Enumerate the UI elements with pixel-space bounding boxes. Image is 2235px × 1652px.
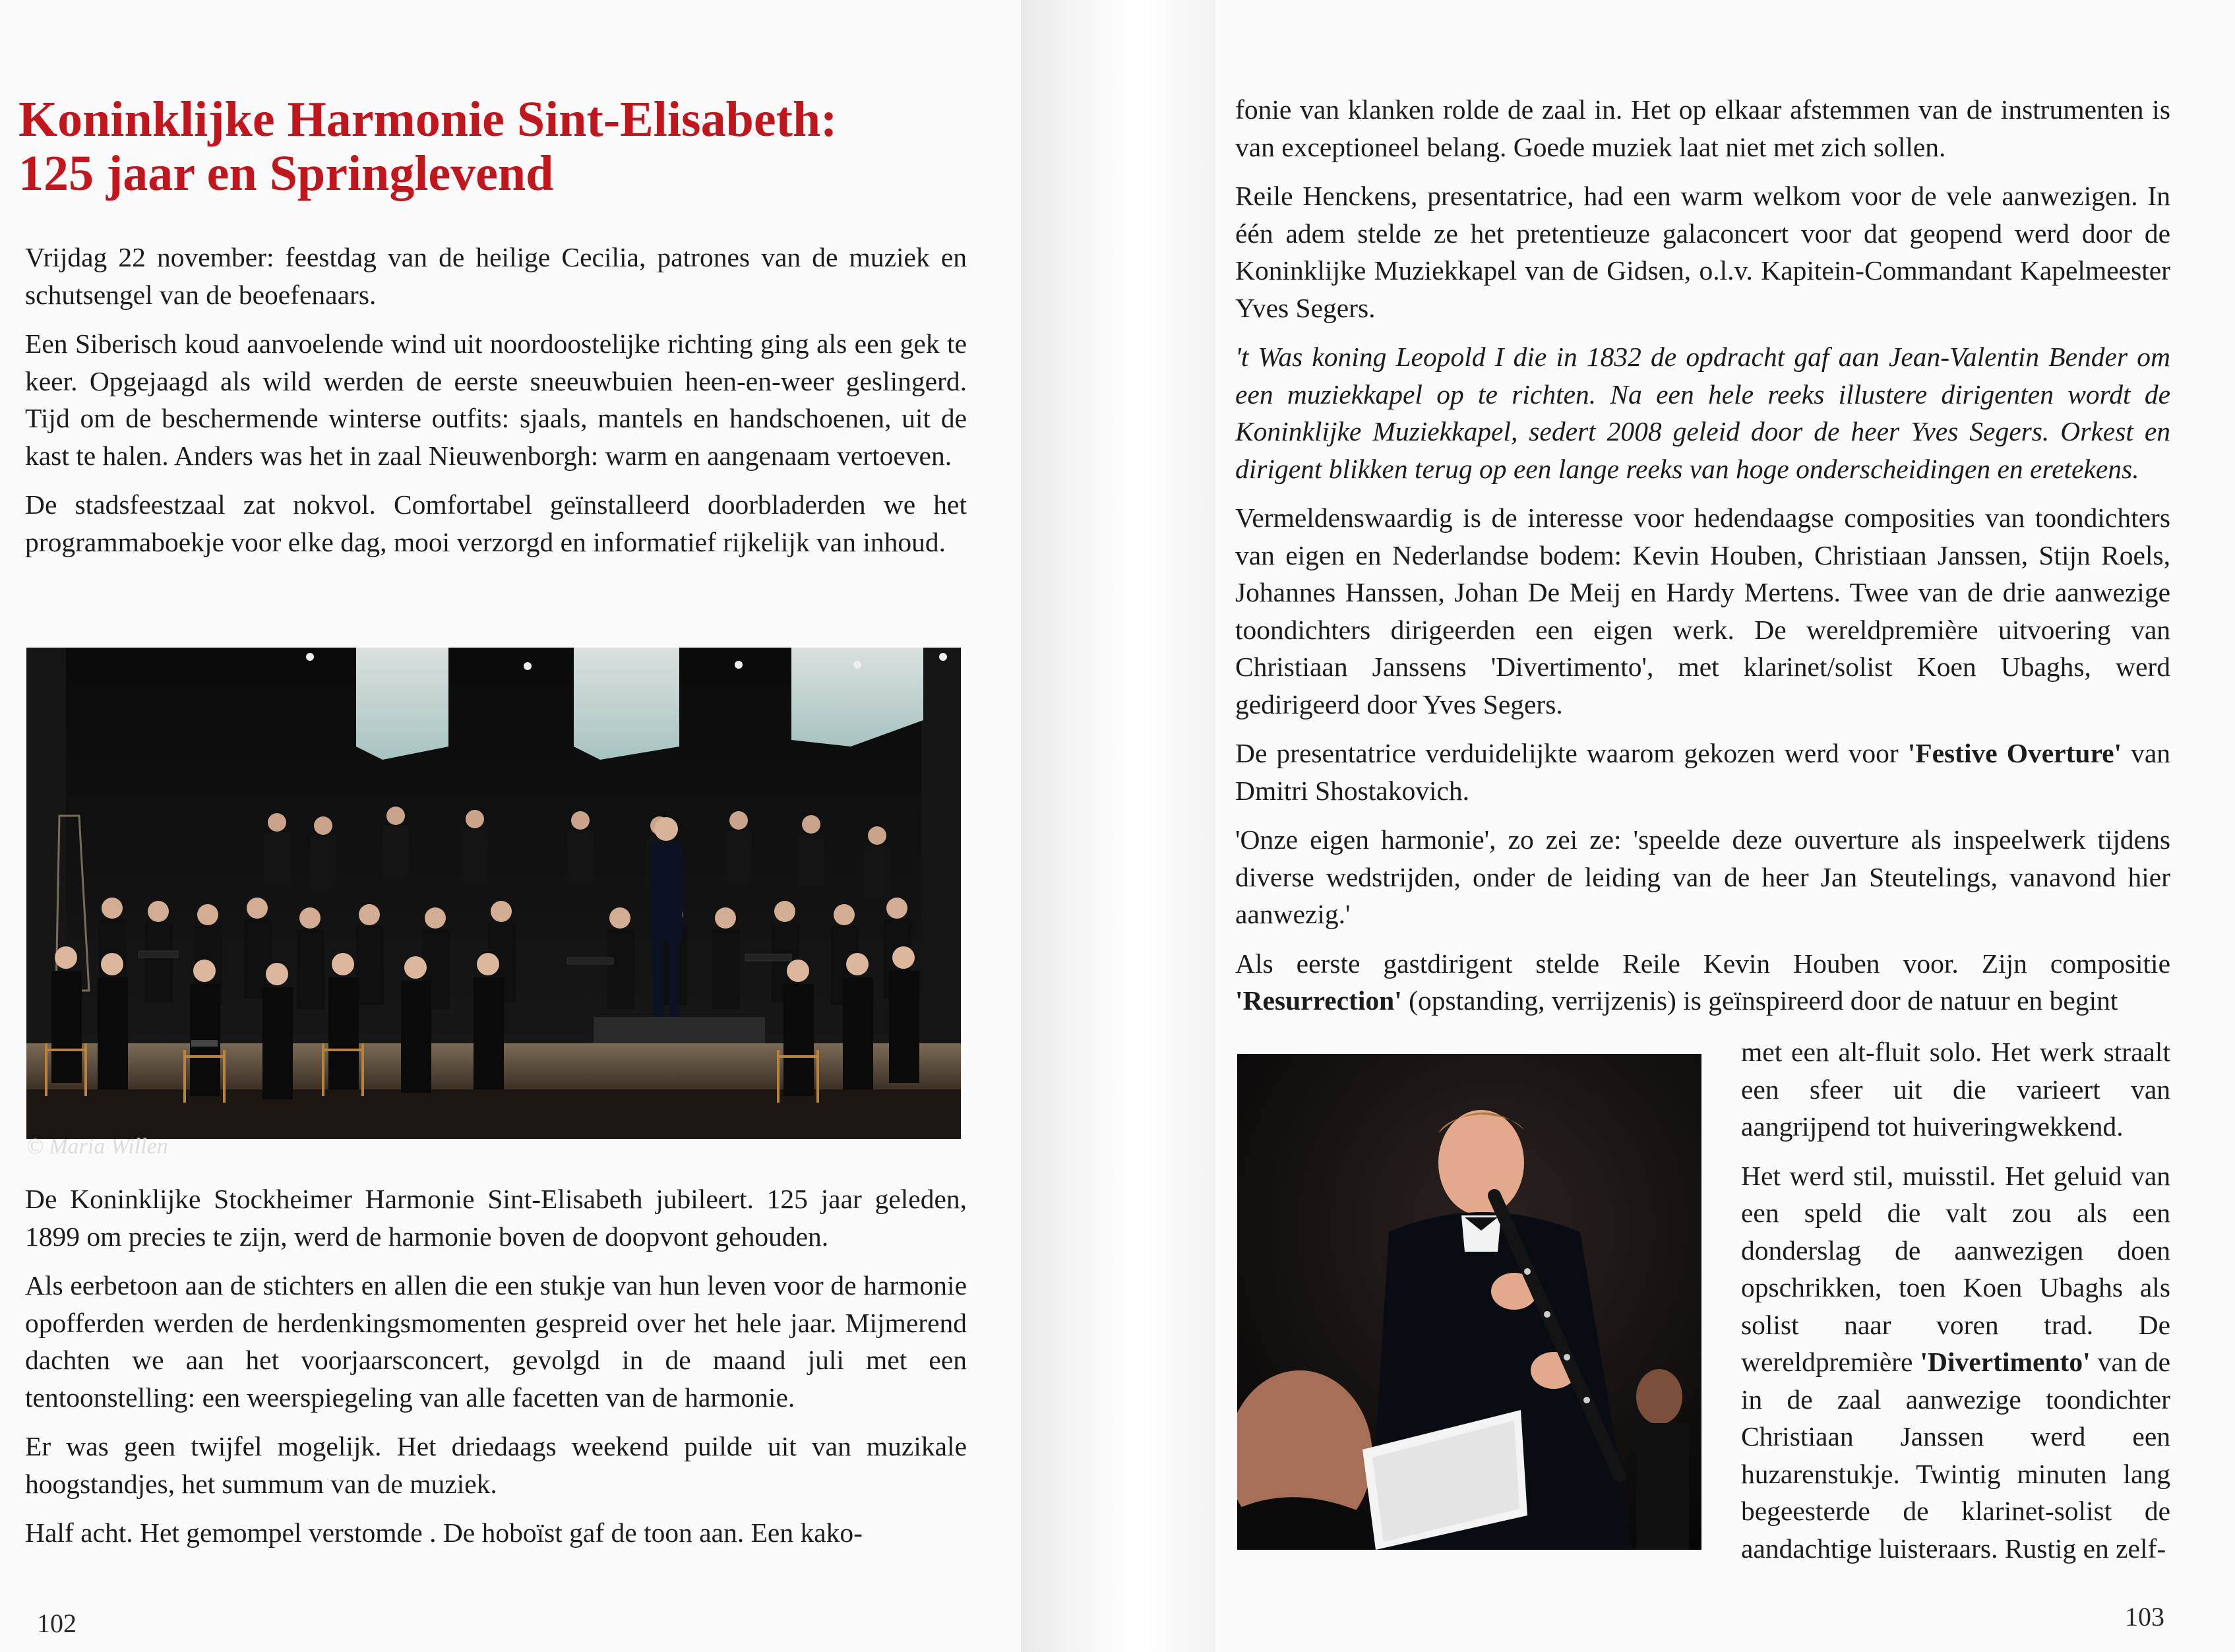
festive-text-pre: De presentatrice verduidelijkte waarom gekozen werd voor: [1235, 738, 1908, 768]
right-narrow-column: [1741, 1033, 2170, 1567]
left-intro-text: [25, 239, 967, 561]
orchestra-photo-illustration: [26, 648, 961, 1139]
book-gutter: [1021, 0, 1215, 1652]
paragraph-onze-harmonie: 'Onze eigen harmonie', zo zei ze: 'speelde deze ouverture als inspeelwerk tijdens diverse wedstrijden, onder de leiding van de heer Jan Steutelings, vanavond hier aanwezig.': [1235, 824, 2170, 929]
resurrection-text-post: (opstanding, verrijzenis) is geïnspireerd door de natuur en begint: [1401, 985, 2118, 1016]
paragraph-muisstil: [1741, 1157, 2170, 1568]
paragraph-intro-1: Vrijdag 22 november: feestdag van de heilige Cecilia, patrones van de muziek en schutsengel van de beoefenaars.: [25, 242, 967, 310]
title-line-2: 125 jaar en Springlevend: [18, 146, 554, 201]
left-bottom-text: [25, 1180, 967, 1552]
photo-credit-faint: © Maria Willen: [26, 1134, 168, 1159]
paragraph-resurrection: [1235, 945, 2170, 1020]
paragraph-intro-3: De stadsfeestzaal zat nokvol. Comfortabel geïnstalleerd doorbladerden we het programmaboekje voor elke dag, mooi verzorgd en informatief rijkelijk van inhoud.: [25, 489, 967, 557]
page-number-right: 103: [2125, 1602, 2164, 1632]
orchestra-group-photo: [26, 648, 961, 1139]
paragraph-tribute: Als eerbetoon aan de stichters en allen die een stukje van hun leven voor de harmonie opofferden werden de herdenkingsmomenten gespreid over het hele jaar. Mijmerend dachten we aan het voorjaarsconcert, gevolgd in de maand juli met een tentoonstelling: een weerspiegeling van alle facetten van de harmonie.: [25, 1270, 967, 1413]
paragraph-alt-fluit: met een alt-fluit solo. Het werk straalt een sfeer uit die varieert van aangrijpend tot huiveringwekkend.: [1741, 1037, 2170, 1142]
divertimento-title: 'Divertimento': [1920, 1347, 2091, 1377]
resurrection-text-pre: Als eerste gastdirigent stelde Reile Kevin Houben voor. Zijn compositie: [1235, 948, 2170, 979]
resurrection-title: 'Resurrection': [1235, 985, 1402, 1016]
paragraph-jubilee: De Koninklijke Stockheimer Harmonie Sint-Elisabeth jubileert. 125 jaar geleden, 1899 om precies te zijn, werd de harmonie boven de doopvont gehouden.: [25, 1184, 967, 1252]
paragraph-festive-overture: [1235, 735, 2170, 809]
right-top-text: [1235, 91, 2170, 1020]
festive-text-post: van Dmitri Shostakovich.: [1235, 738, 2171, 806]
paragraph-reile-henckens: Reile Henckens, presentatrice, had een warm welkom voor de vele aanwezigen. In één adem stelde ze het pretentieuze galaconcert voor dat geopend werd door de Koninklijke Muziekkapel van de Gidsen, o.l.v. Kapitein-Commandant Kapelmeester Yves Segers.: [1235, 181, 2170, 323]
paragraph-leopold-italic: 't Was koning Leopold I die in 1832 de opdracht gaf aan Jean-Valentin Bender om een muziekkapel op te richten. Na een hele reeks illustere dirigenten wordt de Koninklijke Muziekkapel, sedert 2008 geleid door de heer Yves Segers. Orkest en dirigent blikken terug op een lange reeks van hoge onderscheidingen en eretekens.: [1235, 342, 2170, 484]
clarinet-photo-illustration: [1237, 1054, 1701, 1550]
paragraph-weekend: Er was geen twijfel mogelijk. Het driedaags weekend puilde uit van muzikale hoogstandjes, het summum van de muziek.: [25, 1431, 967, 1499]
paragraph-composers: Vermeldenswaardig is de interesse voor hedendaagse composities van toondichters van eigen en Nederlandse bodem: Kevin Houben, Christiaan Janssen, Stijn Roels, Johannes Hanssen, Johan De Meij en Hardy Mertens. Twee van de drie aanwezige toondichters dirigeerden een eigen werk. De wereldpremière uitvoering van Christiaan Janssens 'Divertimento', met klarinet/solist Koen Ubaghs, werd gedirigeerd door Yves Segers.: [1235, 503, 2170, 719]
title-line-1: Koninklijke Harmonie Sint-Elisabeth:: [18, 92, 838, 147]
muisstil-text-post: van de in de zaal aanwezige toondichter Christiaan Janssen werd een huzarenstukje. Twintig minuten lang begeesterde de klarinet-solist de aandachtige luisteraars. Rustig en zelf-: [1741, 1347, 2170, 1564]
paragraph-kakofonie: fonie van klanken rolde de zaal in. Het op elkaar afstemmen van de instrumenten is van exceptioneel belang. Goede muziek laat niet met zich sollen.: [1235, 94, 2170, 162]
page-number-left: 102: [37, 1608, 77, 1638]
clarinet-soloist-photo: [1237, 1054, 1701, 1550]
muisstil-text-pre: Het werd stil, muisstil. Het geluid van een speld die valt zou als een donderslag de aanwezigen doen opschrikken, toen Koen Ubaghs als solist naar voren trad. De wereldpremière: [1741, 1160, 2170, 1377]
paragraph-intro-2: Een Siberisch koud aanvoelende wind uit noordoostelijke richting ging als een gek te keer. Opgejaagd als wild werden de eerste sneeuwbuien heen-en-weer geslingerd. Tijd om de beschermende winterse outfits: sjaals, mantels en handschoenen, uit de kast te halen. Anders was het in zaal Nieuwenborgh: warm en aangenaam vertoeven.: [25, 328, 967, 471]
festive-overture-title: 'Festive Overture': [1907, 738, 2122, 768]
article-title: [18, 92, 995, 200]
paragraph-half-acht: Half acht. Het gemompel verstomde . De hoboïst gaf de toon aan. Een kako-: [25, 1517, 863, 1548]
